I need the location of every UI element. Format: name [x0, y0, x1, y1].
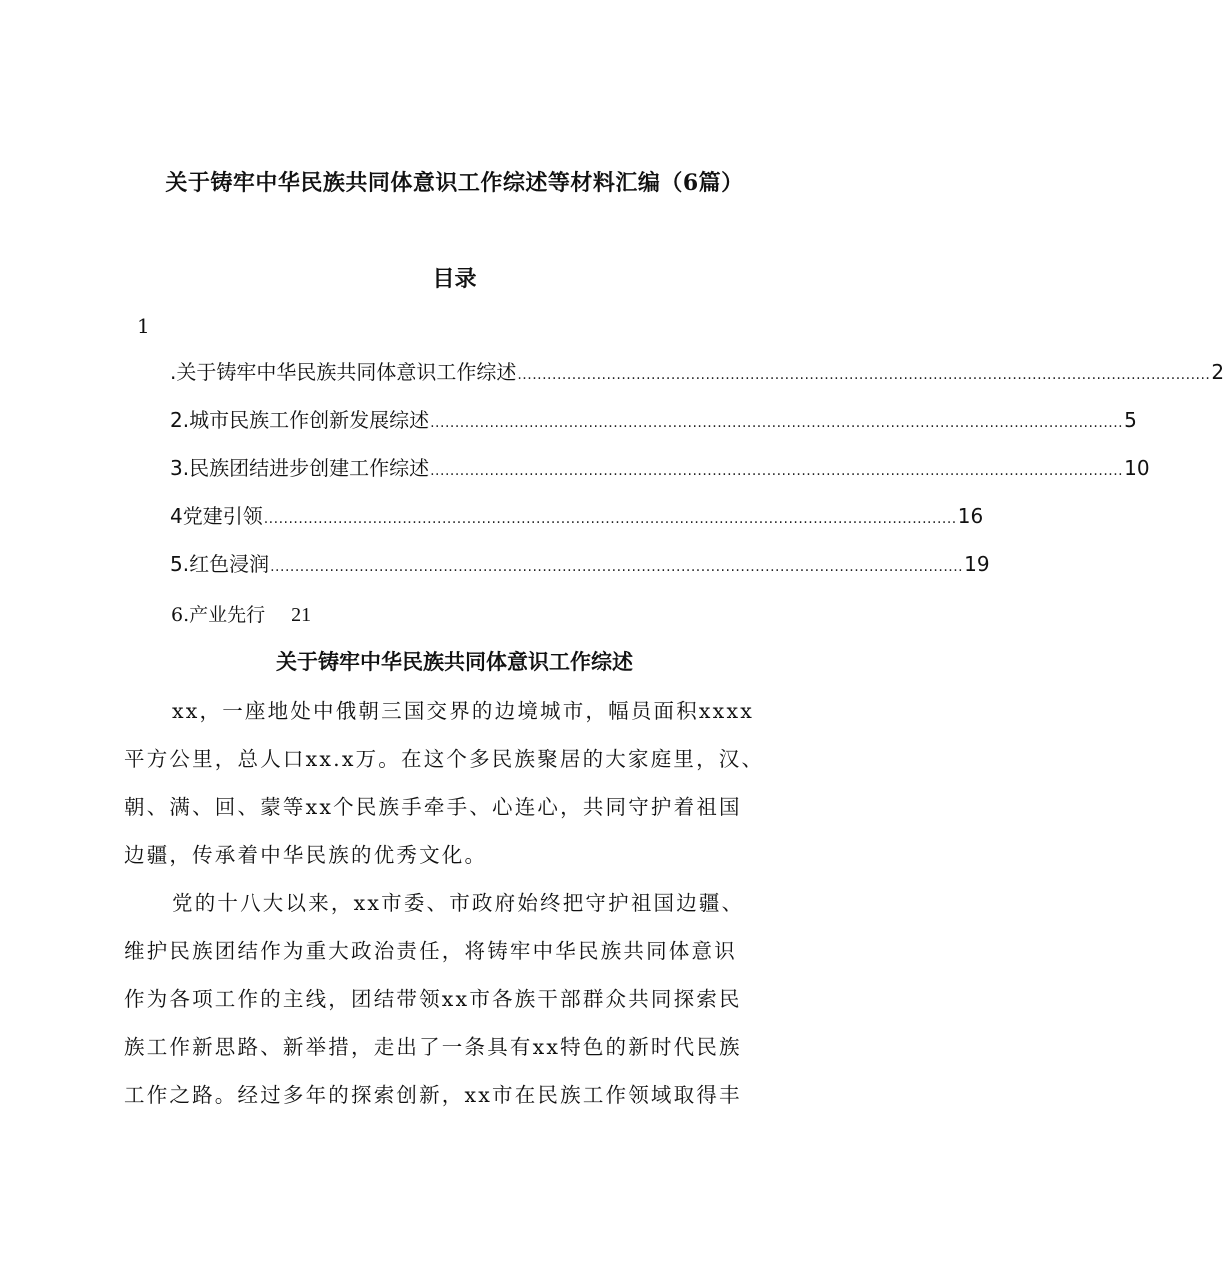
table-of-contents: [170, 356, 1224, 596]
body-text-line: 平方公里，总人口xx.x万。在这个多民族聚居的大家庭里，汉、: [124, 747, 765, 771]
toc-entry-label: 5.红色浸润: [170, 552, 270, 576]
toc-heading: 目录: [432, 266, 477, 292]
toc-entry-page: 2: [1211, 360, 1224, 384]
body-text-line: 族工作新思路、新举措，走出了一条具有xx特色的新时代民族: [124, 1035, 742, 1059]
toc-entry-page: 5: [1124, 408, 1137, 432]
toc-entry-page: 21: [291, 604, 312, 626]
body-text-line: 边疆，传承着中华民族的优秀文化。: [124, 843, 488, 867]
toc-dot-leader: ............................................................................................................................................: [517, 367, 1211, 383]
toc-dot-leader: ............................................................................................................................................: [430, 415, 1124, 431]
toc-entry-label: 2.城市民族工作创新发展综述: [170, 408, 430, 432]
toc-entry[interactable]: [170, 548, 990, 596]
toc-entry-label: .关于铸牢中华民族共同体意识工作综述: [170, 360, 517, 384]
body-text-line: 工作之路。经过多年的探索创新，xx市在民族工作领域取得丰: [124, 1083, 742, 1107]
toc-dot-leader: ............................................................................................................................................: [430, 463, 1124, 479]
document-title: 关于铸牢中华民族共同体意识工作综述等材料汇编（6篇）: [165, 170, 744, 196]
toc-entry-page: 10: [1124, 456, 1150, 480]
toc-dot-leader: ............................................................................................................................................: [263, 511, 957, 527]
toc-entry-label: 6.产业先行: [171, 604, 266, 626]
body-text-line: 维护民族团结作为重大政治责任，将铸牢中华民族共同体意识: [124, 939, 737, 963]
toc-stray-number: 1: [137, 314, 150, 338]
toc-entry[interactable]: [170, 452, 1150, 500]
toc-entry[interactable]: [170, 404, 1137, 452]
body-text-line: 作为各项工作的主线，团结带领xx市各族干部群众共同探索民: [124, 987, 742, 1011]
toc-entry-label: 3.民族团结进步创建工作综述: [170, 456, 430, 480]
toc-entry-label: 4党建引领: [170, 504, 263, 528]
toc-dot-leader: ............................................................................................................................................: [270, 559, 964, 575]
body-text-line: 党的十八大以来，xx市委、市政府始终把守护祖国边疆、: [172, 891, 745, 915]
section-title: 关于铸牢中华民族共同体意识工作综述: [276, 649, 633, 674]
toc-entry-page: 19: [964, 552, 990, 576]
toc-entry-last[interactable]: [171, 600, 311, 627]
toc-entry[interactable]: [170, 500, 984, 548]
body-text-line: 朝、满、回、蒙等xx个民族手牵手、心连心，共同守护着祖国: [124, 795, 742, 819]
body-text-line: xx，一座地处中俄朝三国交界的边境城市，幅员面积xxxx: [172, 699, 754, 723]
toc-entry[interactable]: [170, 356, 1224, 404]
toc-entry-page: 16: [957, 504, 984, 528]
